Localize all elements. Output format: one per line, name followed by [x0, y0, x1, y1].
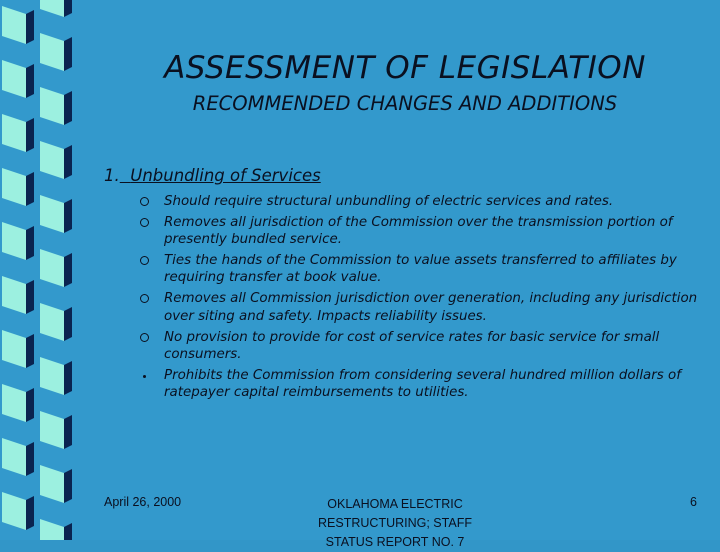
section-heading	[104, 166, 321, 185]
slide-subtitle: RECOMMENDED CHANGES AND ADDITIONS	[192, 92, 618, 115]
bullet-item: Removes all Commission jurisdiction over generation, including any jurisdiction over siting and safety. Impacts reliability issues.	[140, 290, 700, 324]
footer-date: April 26, 2000	[104, 495, 182, 509]
footer-title-line: RESTRUCTURING; STAFF	[318, 516, 472, 530]
bullet-item: Ties the hands of the Commission to value assets transferred to affiliates by requiring transfer at book value.	[140, 252, 700, 286]
slide-title: ASSESSMENT OF LEGISLATION	[164, 50, 646, 86]
footer-title-line: OKLAHOMA ELECTRIC	[327, 497, 463, 511]
bullet-item: No provision to provide for cost of service rates for basic service for small consumers.	[140, 329, 700, 363]
bullet-icon	[140, 197, 149, 206]
page-number: 6	[690, 495, 697, 509]
footer-title-line: STATUS REPORT NO. 7	[325, 535, 465, 549]
bullet-item: Removes all jurisdiction of the Commission over the transmission portion of presently bundled service.	[140, 214, 700, 248]
decorative-strip	[0, 0, 86, 540]
footer-title	[300, 495, 490, 552]
bullet-item: Prohibits the Commission from considering several hundred million dollars of ratepayer capital reimbursements to utilities.	[140, 367, 700, 401]
bullet-icon	[140, 218, 149, 227]
section-number: 1.	[104, 166, 120, 185]
bullet-icon	[140, 294, 149, 303]
section-label: Unbundling of Services	[130, 166, 321, 185]
bullet-icon	[140, 256, 149, 265]
bullet-list	[140, 193, 700, 405]
bullet-item: Should require structural unbundling of electric services and rates.	[140, 193, 700, 210]
bullet-icon	[143, 375, 146, 378]
bullet-icon	[140, 333, 149, 342]
